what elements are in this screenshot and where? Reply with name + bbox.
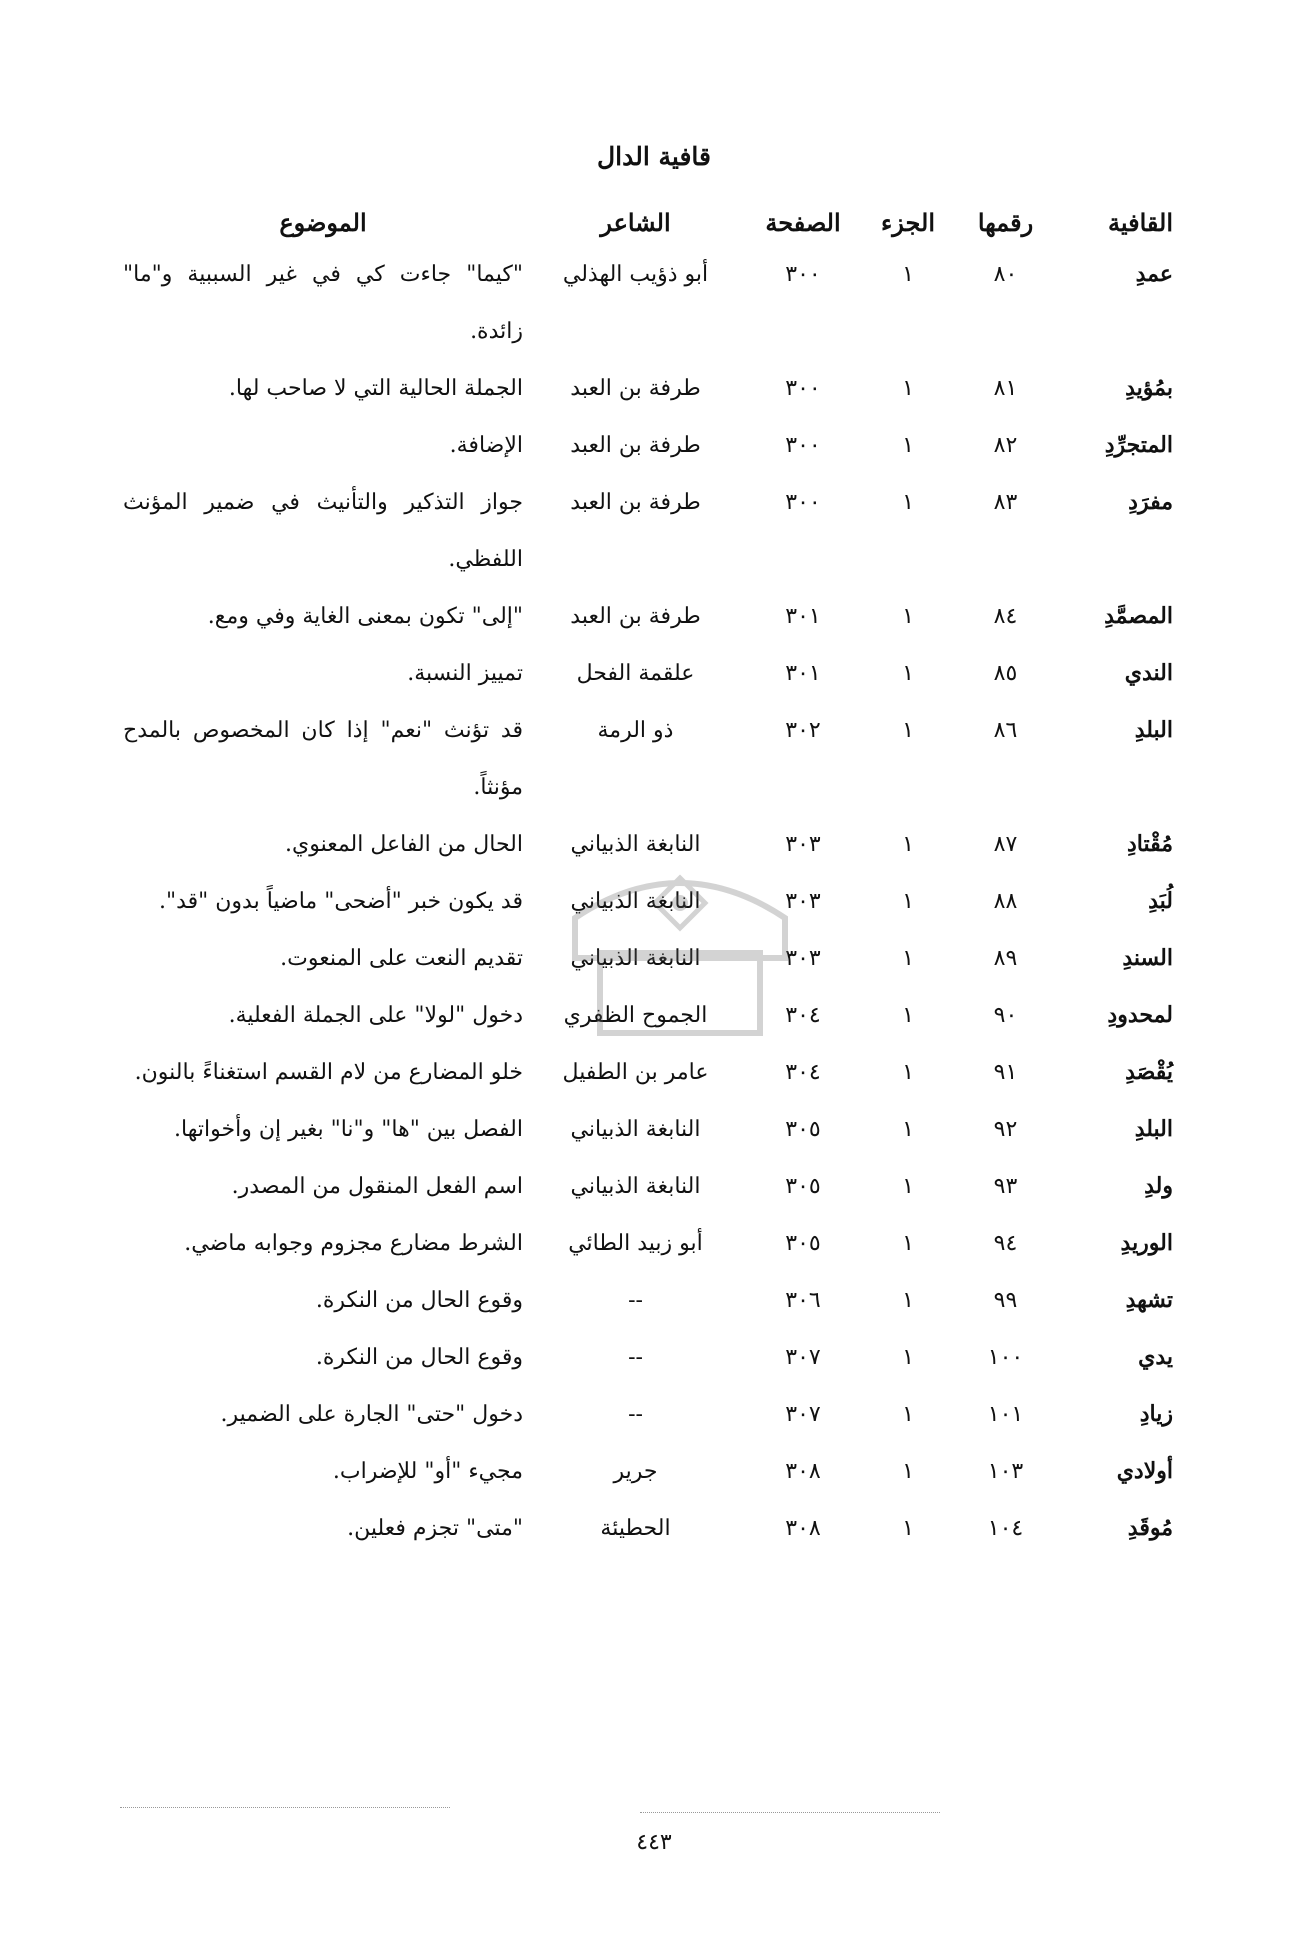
footer-rule-right	[640, 1812, 940, 1813]
cell-page: ٣٠٠	[785, 433, 821, 458]
cell-rhyme: أولادي	[1116, 1458, 1173, 1484]
cell-number: ٨٧	[993, 832, 1018, 857]
cell-part: ١	[902, 1117, 914, 1142]
cell-part: ١	[902, 832, 914, 857]
page-number: ٤٤٣	[636, 1830, 672, 1855]
cell-number: ١٠٠	[987, 1345, 1024, 1370]
table-row	[123, 1044, 1173, 1101]
cell-poet: ذو الرمة	[597, 718, 674, 743]
cell-page: ٣٠٣	[785, 832, 821, 857]
cell-rhyme: مُوقَدِ	[1127, 1515, 1173, 1541]
cell-part: ١	[902, 1459, 914, 1484]
cell-number: ٨٤	[993, 604, 1018, 629]
cell-topic: دخول "لولا" على الجملة الفعلية.	[228, 1003, 523, 1028]
cell-topic: قد يكون خبر "أضحى" ماضياً بدون "قد".	[158, 889, 523, 914]
cell-topic: تمييز النسبة.	[407, 661, 523, 686]
cell-poet: النابغة الذبياني	[570, 946, 701, 971]
cell-rhyme: البلدِ	[1134, 717, 1173, 743]
cell-topic: وقوع الحال من النكرة.	[315, 1345, 523, 1370]
cell-poet: --	[628, 1288, 643, 1313]
cell-part: ١	[902, 1174, 914, 1199]
header-rhyme: القافية	[1107, 207, 1173, 237]
cell-poet: أبو ذؤيب الهذلي	[562, 262, 709, 287]
header-topic: الموضوع	[279, 207, 367, 237]
cell-topic: الحال من الفاعل المعنوي.	[284, 832, 523, 857]
cell-poet: النابغة الذبياني	[570, 1174, 701, 1199]
cell-page: ٣٠٥	[785, 1231, 821, 1256]
table-row	[123, 1101, 1173, 1158]
cell-part: ١	[902, 889, 914, 914]
cell-rhyme: لمحدودِ	[1107, 1002, 1173, 1028]
cell-poet: النابغة الذبياني	[570, 889, 701, 914]
cell-topic: اسم الفعل المنقول من المصدر.	[231, 1174, 523, 1199]
cell-page: ٣٠٥	[785, 1174, 821, 1199]
cell-rhyme: ولدِ	[1144, 1173, 1173, 1199]
table-row	[123, 645, 1173, 702]
cell-part: ١	[902, 1231, 914, 1256]
cell-rhyme: المصمَّدِ	[1104, 603, 1173, 629]
page-title: قافية الدال	[597, 142, 711, 171]
cell-page: ٣٠٨	[785, 1516, 821, 1541]
cell-rhyme: لُبَدِ	[1148, 888, 1173, 914]
cell-part: ١	[902, 1060, 914, 1085]
table-row	[123, 702, 1173, 816]
cell-part: ١	[902, 1003, 914, 1028]
cell-part: ١	[902, 718, 914, 743]
cell-rhyme: يدي	[1138, 1344, 1173, 1370]
cell-poet: طرفة بن العبد	[570, 490, 701, 515]
table-row	[123, 360, 1173, 417]
cell-part: ١	[902, 490, 914, 515]
cell-part: ١	[902, 604, 914, 629]
cell-poet: علقمة الفحل	[576, 661, 695, 686]
cell-rhyme: الندي	[1124, 660, 1173, 686]
cell-page: ٣٠٤	[785, 1060, 821, 1085]
cell-poet: عامر بن الطفيل	[562, 1060, 709, 1085]
cell-poet: طرفة بن العبد	[570, 376, 701, 401]
cell-page: ٣٠٠	[785, 490, 821, 515]
cell-number: ٩٣	[993, 1174, 1018, 1199]
table-row	[123, 1500, 1173, 1557]
cell-topic: دخول "حتى" الجارة على الضمير.	[220, 1402, 523, 1427]
table-row	[123, 417, 1173, 474]
cell-page: ٣٠٣	[785, 889, 821, 914]
watermark-seal	[555, 858, 805, 1048]
cell-number: ١٠١	[987, 1402, 1024, 1427]
cell-rhyme: السندِ	[1122, 945, 1173, 971]
header-number: رقمها	[977, 207, 1034, 237]
cell-topic: وقوع الحال من النكرة.	[315, 1288, 523, 1313]
cell-page: ٣٠٧	[785, 1345, 821, 1370]
cell-topic: "إلى" تكون بمعنى الغاية وفي ومع.	[207, 604, 523, 629]
footer-rule-left	[120, 1807, 450, 1808]
cell-poet: النابغة الذبياني	[570, 832, 701, 857]
cell-number: ٨٣	[993, 490, 1018, 515]
cell-poet: أبو زبيد الطائي	[568, 1231, 703, 1256]
table-row	[123, 246, 1173, 360]
cell-number: ٩٤	[993, 1231, 1018, 1256]
cell-page: ٣٠٠	[785, 262, 821, 287]
cell-page: ٣٠٨	[785, 1459, 821, 1484]
cell-number: ٨٥	[993, 661, 1018, 686]
table-row	[123, 588, 1173, 645]
cell-part: ١	[902, 1345, 914, 1370]
cell-topic: خلو المضارع من لام القسم استغناءً بالنون.	[134, 1060, 523, 1085]
table-row	[123, 1443, 1173, 1500]
cell-number: ٨٨	[993, 889, 1018, 914]
cell-number: ٨٢	[993, 433, 1018, 458]
cell-poet: النابغة الذبياني	[570, 1117, 701, 1142]
cell-part: ١	[902, 1516, 914, 1541]
cell-rhyme: يُقْصَدِ	[1125, 1059, 1173, 1085]
cell-part: ١	[902, 376, 914, 401]
cell-part: ١	[902, 1288, 914, 1313]
cell-page: ٣٠٥	[785, 1117, 821, 1142]
cell-poet: الحطيئة	[600, 1516, 671, 1541]
cell-poet: --	[628, 1402, 643, 1427]
cell-page: ٣٠١	[785, 661, 821, 686]
table-row	[123, 1272, 1173, 1329]
header-part: الجزء	[881, 207, 935, 237]
header-poet: الشاعر	[600, 207, 671, 237]
cell-page: ٣٠٢	[785, 718, 821, 743]
cell-poet: الجموح الظفري	[563, 1003, 708, 1028]
cell-poet: طرفة بن العبد	[570, 433, 701, 458]
cell-part: ١	[902, 946, 914, 971]
cell-number: ٨٠	[993, 262, 1018, 287]
cell-page: ٣٠٠	[785, 376, 821, 401]
cell-topic: قد تؤنث "نعم" إذا كان المخصوص بالمدح مؤنثاً.	[123, 718, 523, 800]
cell-topic: الفصل بين "ها" و"نا" بغير إن وأخواتها.	[174, 1117, 523, 1142]
cell-page: ٣٠٧	[785, 1402, 821, 1427]
cell-rhyme: المتجرِّدِ	[1104, 432, 1173, 458]
cell-part: ١	[902, 1402, 914, 1427]
cell-rhyme: عمدِ	[1135, 261, 1173, 287]
cell-number: ٨٦	[993, 718, 1018, 743]
header-page: الصفحة	[765, 207, 841, 237]
table-row	[123, 474, 1173, 588]
cell-topic: "متى" تجزم فعلين.	[347, 1516, 523, 1541]
cell-rhyme: مفرَدِ	[1128, 489, 1173, 515]
cell-page: ٣٠٣	[785, 946, 821, 971]
cell-number: ٩٩	[993, 1288, 1018, 1313]
cell-poet: طرفة بن العبد	[570, 604, 701, 629]
cell-number: ٩٠	[993, 1003, 1018, 1028]
cell-topic: جواز التذكير والتأنيث في ضمير المؤنث اللفظي.	[123, 490, 523, 572]
cell-number: ٨٩	[993, 946, 1018, 971]
cell-topic: الجملة الحالية التي لا صاحب لها.	[228, 376, 523, 401]
cell-rhyme: تشهدِ	[1125, 1287, 1173, 1313]
cell-page: ٣٠٤	[785, 1003, 821, 1028]
cell-number: ١٠٣	[987, 1459, 1024, 1484]
cell-part: ١	[902, 433, 914, 458]
table-row	[123, 1329, 1173, 1386]
cell-rhyme: بمُؤيدِ	[1125, 375, 1173, 401]
cell-topic: الإضافة.	[449, 433, 523, 458]
cell-page: ٣٠٦	[785, 1288, 821, 1313]
cell-number: ٩١	[993, 1060, 1018, 1085]
cell-part: ١	[902, 262, 914, 287]
cell-number: ١٠٤	[987, 1516, 1024, 1541]
cell-topic: "كيما" جاءت كي في غير السببية و"ما" زائدة.	[123, 262, 523, 344]
table-row	[123, 1215, 1173, 1272]
cell-number: ٨١	[993, 376, 1018, 401]
cell-topic: مجيء "أو" للإضراب.	[332, 1459, 523, 1484]
cell-poet: جرير	[613, 1459, 658, 1484]
cell-rhyme: زيادِ	[1139, 1401, 1173, 1427]
table-row	[123, 1386, 1173, 1443]
cell-topic: تقديم النعت على المنعوت.	[280, 946, 523, 971]
table-row	[123, 1158, 1173, 1215]
cell-rhyme: الوريدِ	[1120, 1230, 1173, 1256]
cell-poet: --	[628, 1345, 643, 1370]
cell-number: ٩٢	[993, 1117, 1018, 1142]
cell-part: ١	[902, 661, 914, 686]
cell-topic: الشرط مضارع مجزوم وجوابه ماضي.	[184, 1231, 523, 1256]
cell-rhyme: البلدِ	[1134, 1116, 1173, 1142]
cell-rhyme: مُقْتادِ	[1126, 831, 1173, 857]
table-header-row	[123, 198, 1173, 246]
cell-page: ٣٠١	[785, 604, 821, 629]
